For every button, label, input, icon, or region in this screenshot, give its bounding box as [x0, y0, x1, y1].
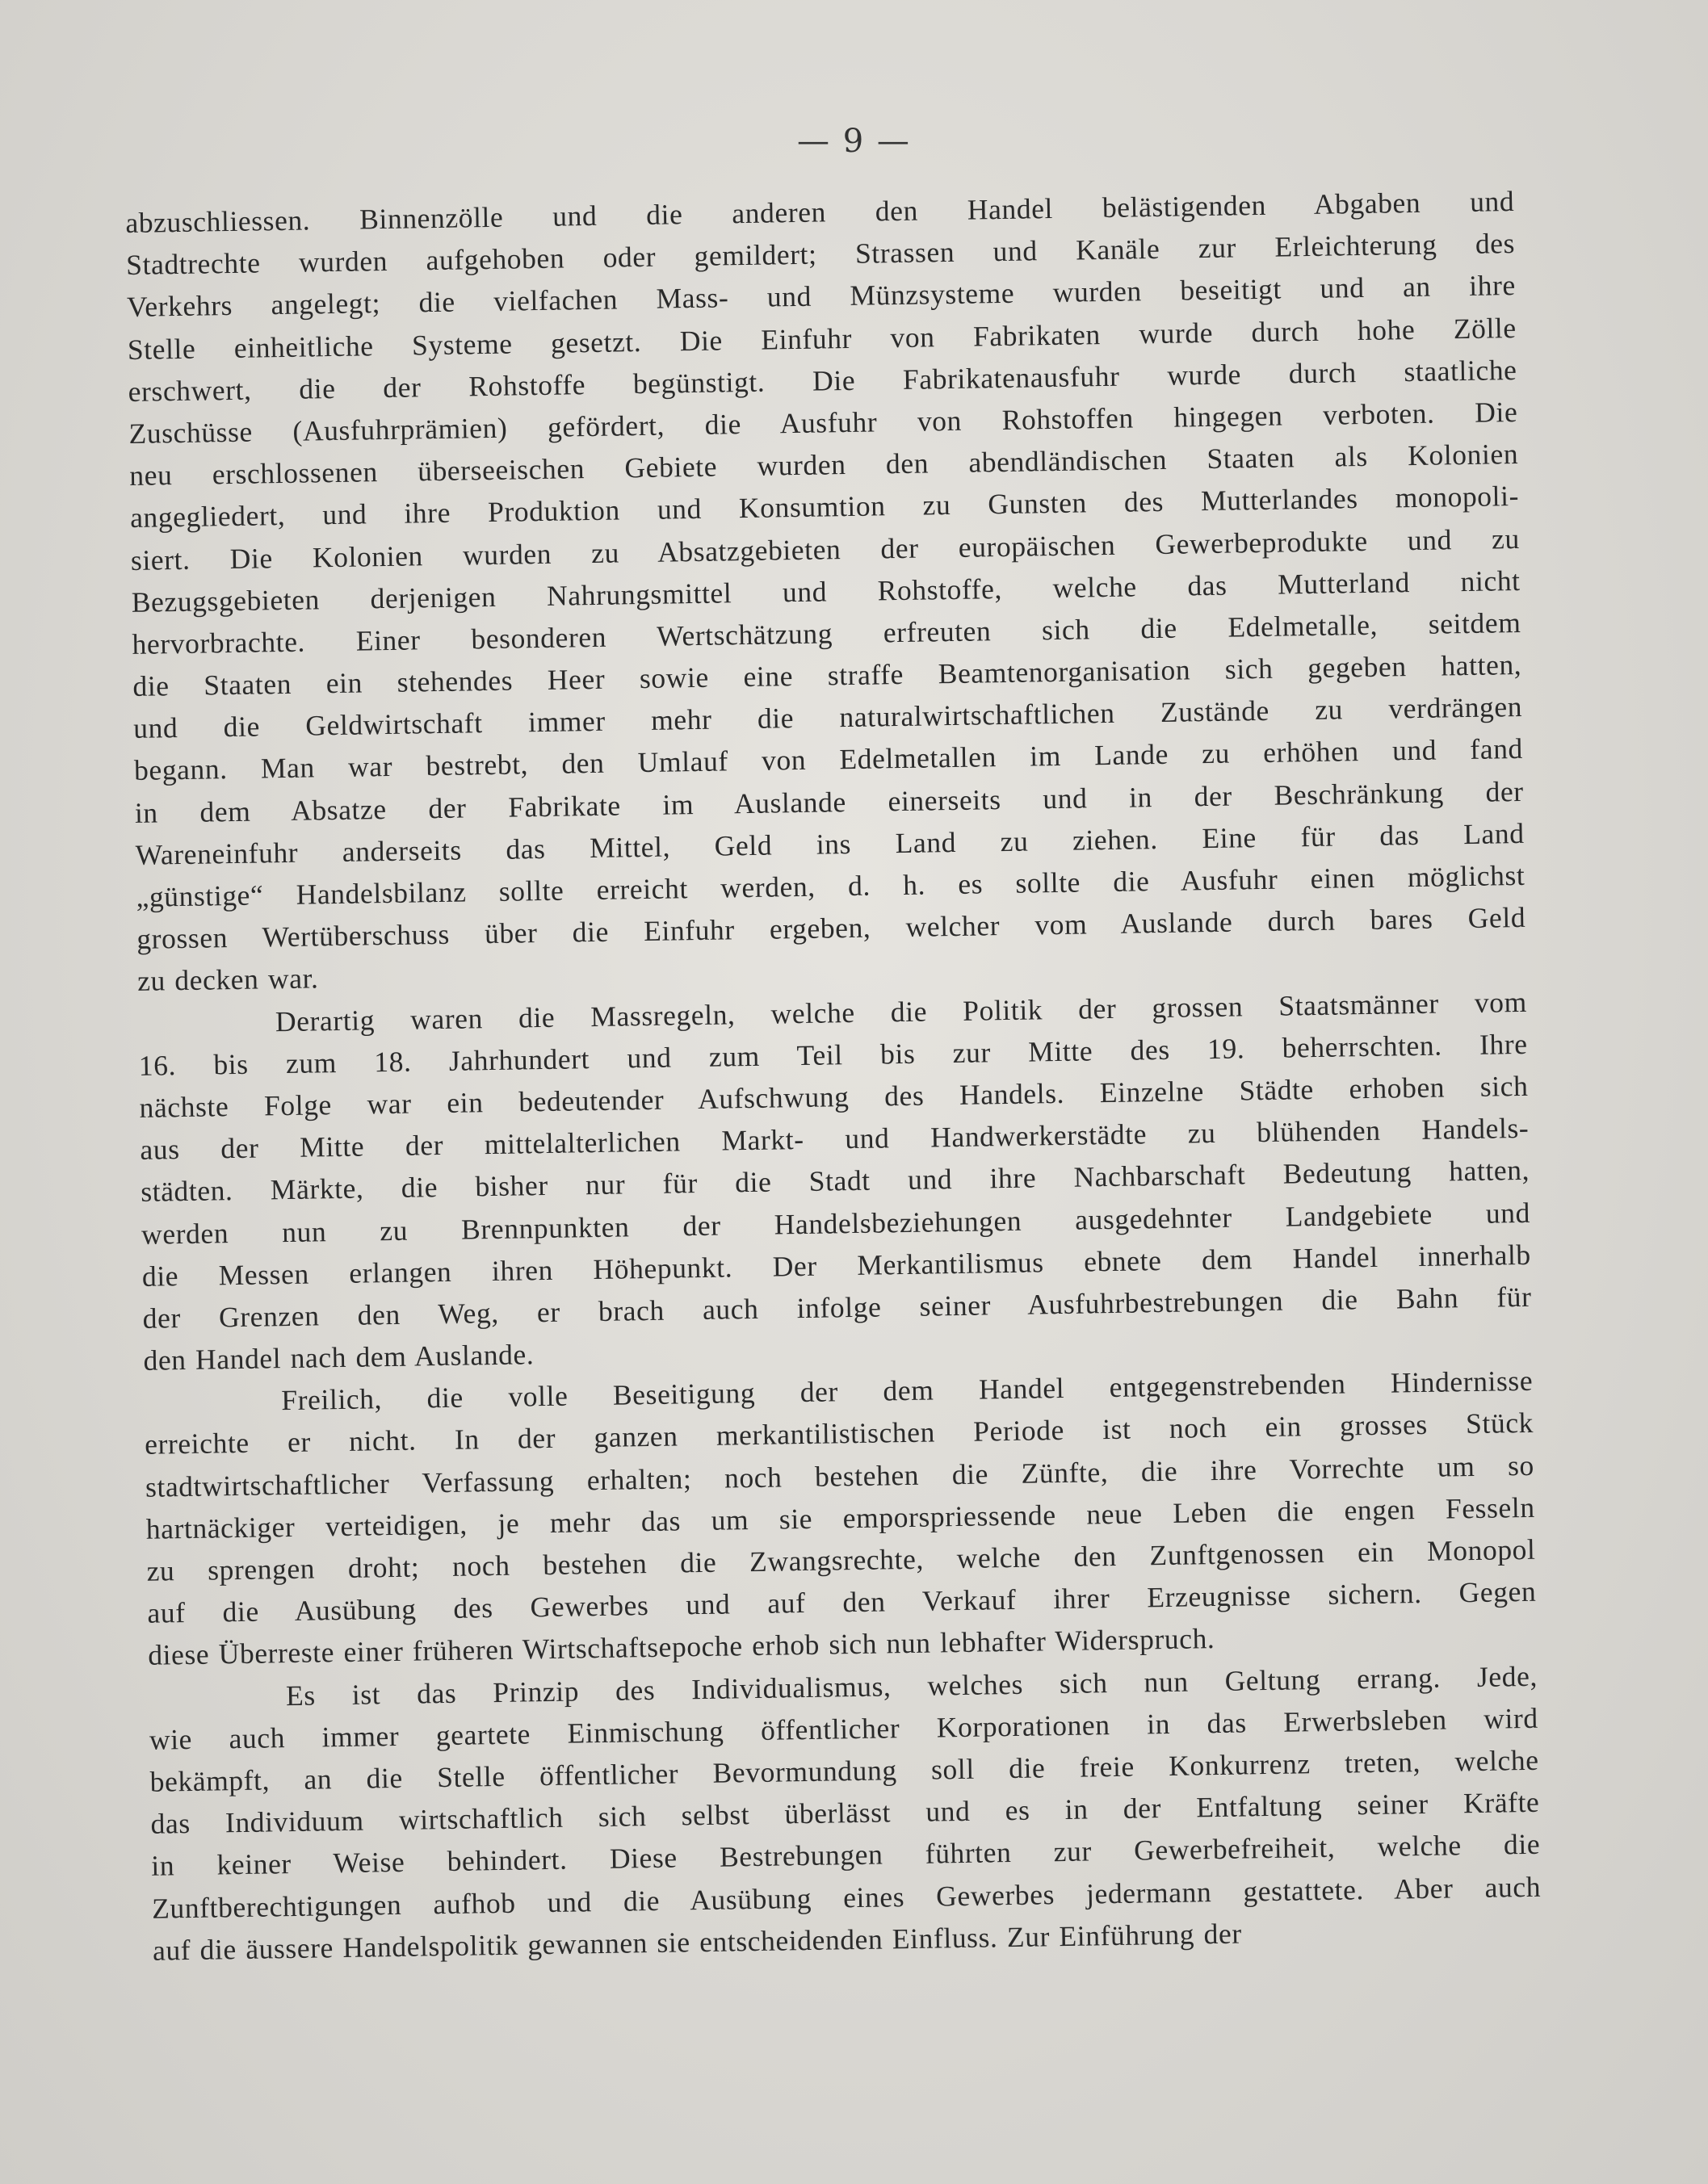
text-line: „günstige“ Handelsbilanz sollte erreicht werden, d. h. es sollte die Ausfuhr einen möglichst [136, 858, 1525, 913]
paragraph-3 [144, 1360, 1538, 1676]
text-line: Stadtrechte wurden aufgehoben oder gemildert; Strassen und Kanäle zur Erleichterung des [125, 227, 1516, 282]
text-line: Bezugsgebieten derjenigen Nahrungsmittel und Rohstoffe, welche das Mutterland nicht [131, 564, 1521, 618]
text-line: die Messen erlangen ihren Höhepunkt. Der Merkantilismus ebnete dem Handel innerhalb [141, 1238, 1532, 1293]
paragraph-4 [149, 1654, 1542, 1971]
text-line: auf die äussere Handelspolitik gewannen sie entscheidenden Einfluss. Zur Einführung der [152, 1917, 1243, 1967]
body-text [125, 180, 1542, 1972]
text-line: 16. bis zum 18. Jahrhundert und zum Teil bis zur Mitte des 19. beherrschten. Ihre [138, 1027, 1528, 1082]
text-line: zu decken war. [136, 962, 319, 998]
text-line: wie auch immer geartete Einmischung öffentlicher Korporationen in das Erwerbsleben wird [149, 1701, 1539, 1756]
text-line: die Staaten ein stehendes Heer sowie eine straffe Beamtenorganisation sich gegeben hatten, [132, 648, 1522, 702]
text-line: Derartig waren die Massregeln, welche die Politik der grossen Staatsmänner vom [275, 985, 1528, 1038]
text-line: erreichte er nicht. In der ganzen merkantilistischen Periode ist noch ein grosses Stück [144, 1406, 1534, 1461]
text-line: in dem Absatze der Fabrikate im Auslande einerseits und in der Beschränkung der [134, 774, 1524, 829]
text-line: der Grenzen den Weg, er brach auch infolge seiner Ausfuhrbestrebungen die Bahn für [142, 1280, 1532, 1335]
text-line: erschwert, die der Rohstoffe begünstigt. Die Fabrikatenausfuhr wurde durch staatliche [128, 353, 1517, 408]
text-line: neu erschlossenen überseeischen Gebiete wurden den abendländischen Staaten als Kolonien [129, 438, 1519, 493]
text-line: in keiner Weise behindert. Diese Bestrebungen führten zur Gewerbefreiheit, welche die [151, 1828, 1541, 1883]
text-line: Es ist das Prinzip des Individualismus, welches sich nun Geltung errang. Jede, [285, 1659, 1538, 1712]
text-line: zu sprengen droht; noch bestehen die Zwangsrechte, welche den Zunftgenossen ein Monopol [146, 1532, 1536, 1587]
text-line: werden nun zu Brennpunkten der Handelsbeziehungen ausgedehnter Landgebiete und [141, 1196, 1531, 1251]
paragraphs [125, 180, 1542, 1972]
text-line: hartnäckiger verteidigen, je mehr das um sie emporspriessende neue Leben die engen Fesseln [145, 1490, 1535, 1545]
text-line: Zuschüsse (Ausfuhrprämien) gefördert, die Ausfuhr von Rohstoffen hingegen verboten. Die [128, 395, 1518, 450]
text-line: siert. Die Kolonien wurden zu Absatzgebieten der europäischen Gewerbeprodukte und zu [130, 522, 1521, 576]
text-line: Verkehrs angelegt; die vielfachen Mass- und Münzsysteme wurden beseitigt und an ihre [126, 269, 1517, 324]
text-line: begann. Man war bestrebt, den Umlauf von Edelmetallen im Lande zu erhöhen und fand [133, 732, 1524, 787]
text-line: stadtwirtschaftlicher Verfassung erhalten; noch bestehen die Zünfte, die ihre Vorrechte um so [145, 1448, 1535, 1503]
text-line: Wareneinfuhr anderseits das Mittel, Geld ins Land zu ziehen. Eine für das Land [135, 816, 1525, 871]
text-line: nächste Folge war ein bedeutender Aufschwung des Handels. Einzelne Städte erhoben sich [139, 1069, 1529, 1124]
text-line: abzuschliessen. Binnenzölle und die anderen den Handel belästigenden Abgaben und [125, 184, 1515, 239]
text-line: und die Geldwirtschaft immer mehr die naturalwirtschaftlichen Zustände zu verdrängen [132, 690, 1523, 745]
text-line: Zunftberechtigungen aufhob und die Ausübung eines Gewerbes jedermann gestattete. Aber auch [151, 1870, 1542, 1925]
text-line: den Handel nach dem Auslande. [143, 1338, 535, 1377]
text-line: städten. Märkte, die bisher nur für die Stadt und ihre Nachbarschaft Bedeutung hatten, [140, 1154, 1530, 1209]
text-line: Stelle einheitliche Systeme gesetzt. Die Einfuhr von Fabrikaten wurde durch hohe Zölle [127, 311, 1517, 366]
text-line: auf die Ausübung des Gewerbes und auf den Verkauf ihrer Erzeugnisse sichern. Gegen [147, 1574, 1537, 1629]
text-line: Freilich, die volle Beseitigung der dem Handel entgegenstrebenden Hindernisse [281, 1364, 1534, 1417]
text-line: grossen Wertüberschuss über die Einfuhr ergeben, welcher vom Auslande durch bares Geld [136, 901, 1526, 956]
text-line: bekämpft, an die Stelle öffentlicher Bevormundung soll die freie Konkurrenz treten, welche [149, 1743, 1539, 1798]
text-line: diese Überreste einer früheren Wirtschaftsepoche erhob sich nun lebhafter Widerspruch. [147, 1622, 1215, 1672]
text-line: das Individuum wirtschaftlich sich selbst überlässt und es in der Entfaltung seiner Kräfte [150, 1785, 1540, 1840]
text-line: hervorbrachte. Einer besonderen Wertschätzung erfreuten sich die Edelmetalle, seitdem [132, 606, 1521, 660]
paragraph-2 [138, 980, 1533, 1381]
text-line: aus der Mitte der mittelalterlichen Markt- und Handwerkerstädte zu blühenden Handels- [140, 1111, 1530, 1166]
paragraph-1 [125, 180, 1526, 1002]
page-number: — 9 — [797, 123, 911, 160]
text-line: angegliedert, und ihre Produktion und Konsumtion zu Gunsten des Mutterlandes monopoli- [129, 480, 1520, 534]
